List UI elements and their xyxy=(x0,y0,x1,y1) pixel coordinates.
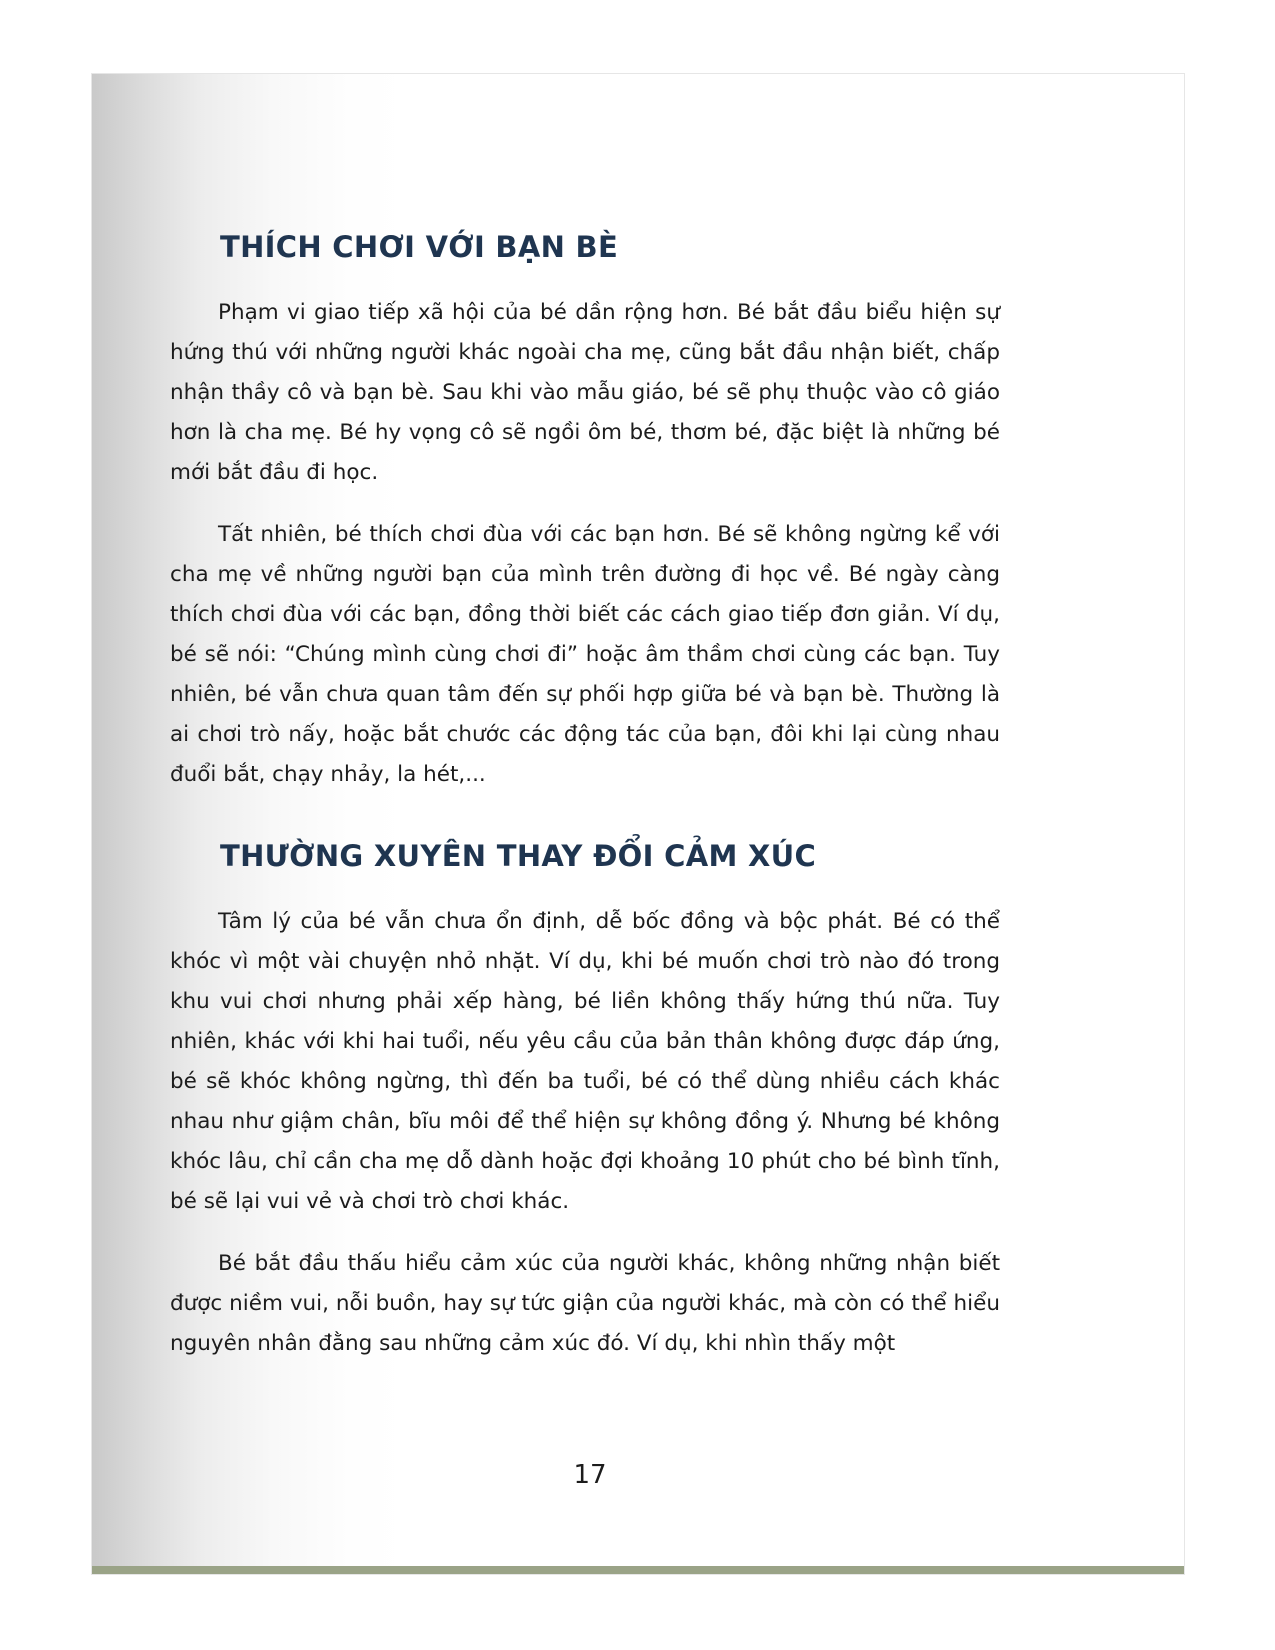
section-heading-friends: THÍCH CHƠI VỚI BẠN BÈ xyxy=(220,230,619,264)
page-bottom-edge xyxy=(92,1566,1184,1574)
paragraph: Phạm vi giao tiếp xã hội của bé dần rộng hơn. Bé bắt đầu biểu hiện sự hứng thú với những người khác ngoài cha mẹ, cũng bắt đầu nhận biết, chấp nhận thầy cô và bạn bè. Sau khi vào mẫu giáo, bé sẽ phụ thuộc vào cô giáo hơn là cha mẹ. Bé hy vọng cô sẽ ngồi ôm bé, thơm bé, đặc biệt là những bé mới bắt đầu đi học. xyxy=(170,299,1000,485)
page-content xyxy=(170,230,1000,1386)
paragraph: Bé bắt đầu thấu hiểu cảm xúc của người khác, không những nhận biết được niềm vui, nỗi buồn, hay sự tức giận của người khác, mà còn có thể hiểu nguyên nhân đằng sau những cảm xúc đó. Ví dụ, khi nhìn thấy một xyxy=(170,1250,1000,1356)
section-heading-emotions: THƯỜNG XUYÊN THAY ĐỔI CẢM XÚC xyxy=(220,838,817,873)
paragraph: Tất nhiên, bé thích chơi đùa với các bạn hơn. Bé sẽ không ngừng kể với cha mẹ về những người bạn của mình trên đường đi học về. Bé ngày càng thích chơi đùa với các bạn, đồng thời biết các cách giao tiếp đơn giản. Ví dụ, bé sẽ nói: “Chúng mình cùng chơi đi” hoặc âm thầm chơi cùng các bạn. Tuy nhiên, bé vẫn chưa quan tâm đến sự phối hợp giữa bé và bạn bè. Thường là ai chơi trò nấy, hoặc bắt chước các động tác của bạn, đôi khi lại cùng nhau đuổi bắt, chạy nhảy, la hét,... xyxy=(170,521,1000,787)
page-number: 17 xyxy=(573,1460,607,1490)
paragraph: Tâm lý của bé vẫn chưa ổn định, dễ bốc đồng và bộc phát. Bé có thể khóc vì một vài chuyện nhỏ nhặt. Ví dụ, khi bé muốn chơi trò nào đó trong khu vui chơi nhưng phải xếp hàng, bé liền không thấy hứng thú nữa. Tuy nhiên, khác với khi hai tuổi, nếu yêu cầu của bản thân không được đáp ứng, bé sẽ khóc không ngừng, thì đến ba tuổi, bé có thể dùng nhiều cách khác nhau như giậm chân, bĩu môi để thể hiện sự không đồng ý. Nhưng bé không khóc lâu, chỉ cần cha mẹ dỗ dành hoặc đợi khoảng 10 phút cho bé bình tĩnh, bé sẽ lại vui vẻ và chơi trò chơi khác. xyxy=(170,908,1000,1214)
